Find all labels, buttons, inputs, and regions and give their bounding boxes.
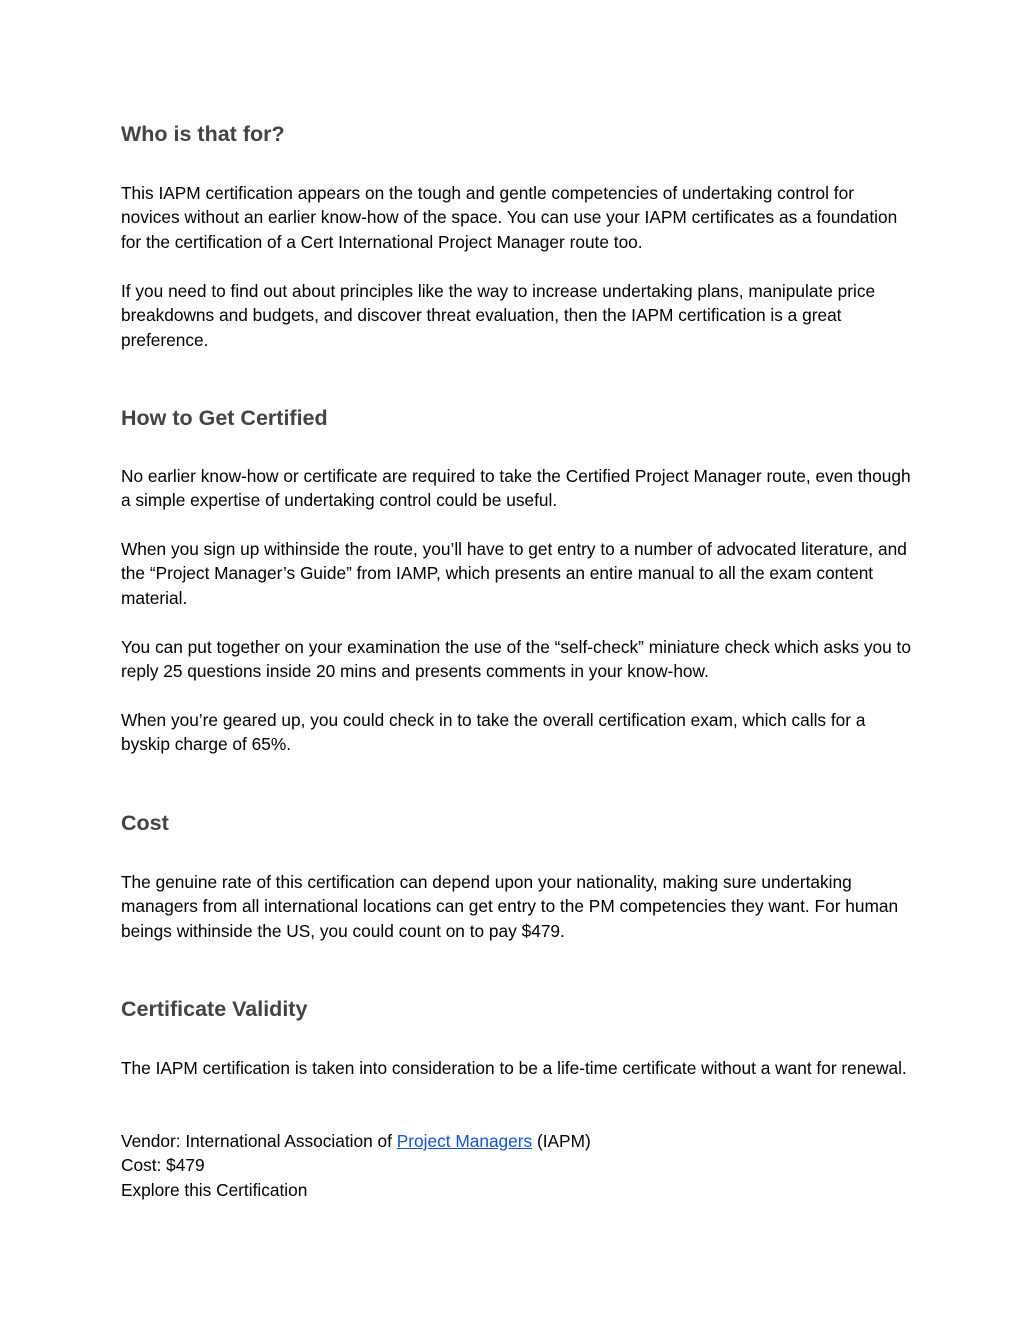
section-paragraph: You can put together on your examination the use of the “self-check” miniature check which asks you to reply 25 questions inside 20 mins and presents comments in your know-how. [121,637,911,682]
section-paragraph: This IAPM certification appears on the tough and gentle competencies of undertaking control for novices without an earlier know-how of the space. You can use your IAPM certificates as a foundation for the certification of a Cert International Project Manager route too. [121,183,898,252]
section-heading-cost: Cost [121,811,169,835]
section-heading-certificate-validity: Certificate Validity [121,997,308,1021]
section-paragraph: If you need to find out about principles like the way to increase undertaking plans, manipulate price breakdowns and budgets, and discover threat evaluation, then the IAPM certification is a great preference. [121,281,876,350]
project-managers-link[interactable]: Project Managers [396,1131,533,1151]
vendor-line [121,1129,911,1153]
section-paragraph: When you’re geared up, you could check in to take the overall certification exam, which calls for a byskip charge of 65%. [121,710,866,755]
section-paragraph: The genuine rate of this certification can depend upon your nationality, making sure undertaking managers from all international locations can get entry to the PM competencies they want. For human beings withinside the US, you could count on to pay $479. [121,872,899,941]
explore-line: Explore this Certification [121,1180,308,1200]
vendor-prefix: Vendor: International Association of [121,1131,397,1151]
vendor-suffix: (IAPM) [532,1131,591,1151]
cost-line: Cost: $479 [121,1155,205,1175]
section-heading-how-to-get-certified: How to Get Certified [121,406,328,430]
section-paragraph: The IAPM certification is taken into consideration to be a life-time certificate without a want for renewal. [121,1058,907,1078]
section-heading-who: Who is that for? [121,122,285,146]
section-paragraph: No earlier know-how or certificate are required to take the Certified Project Manager route, even though a simple expertise of undertaking control could be useful. [121,466,911,511]
section-paragraph: When you sign up withinside the route, you’ll have to get entry to a number of advocated literature, and the “Project Manager’s Guide” from IAMP, which presents an entire manual to all the exam content material. [121,539,907,608]
